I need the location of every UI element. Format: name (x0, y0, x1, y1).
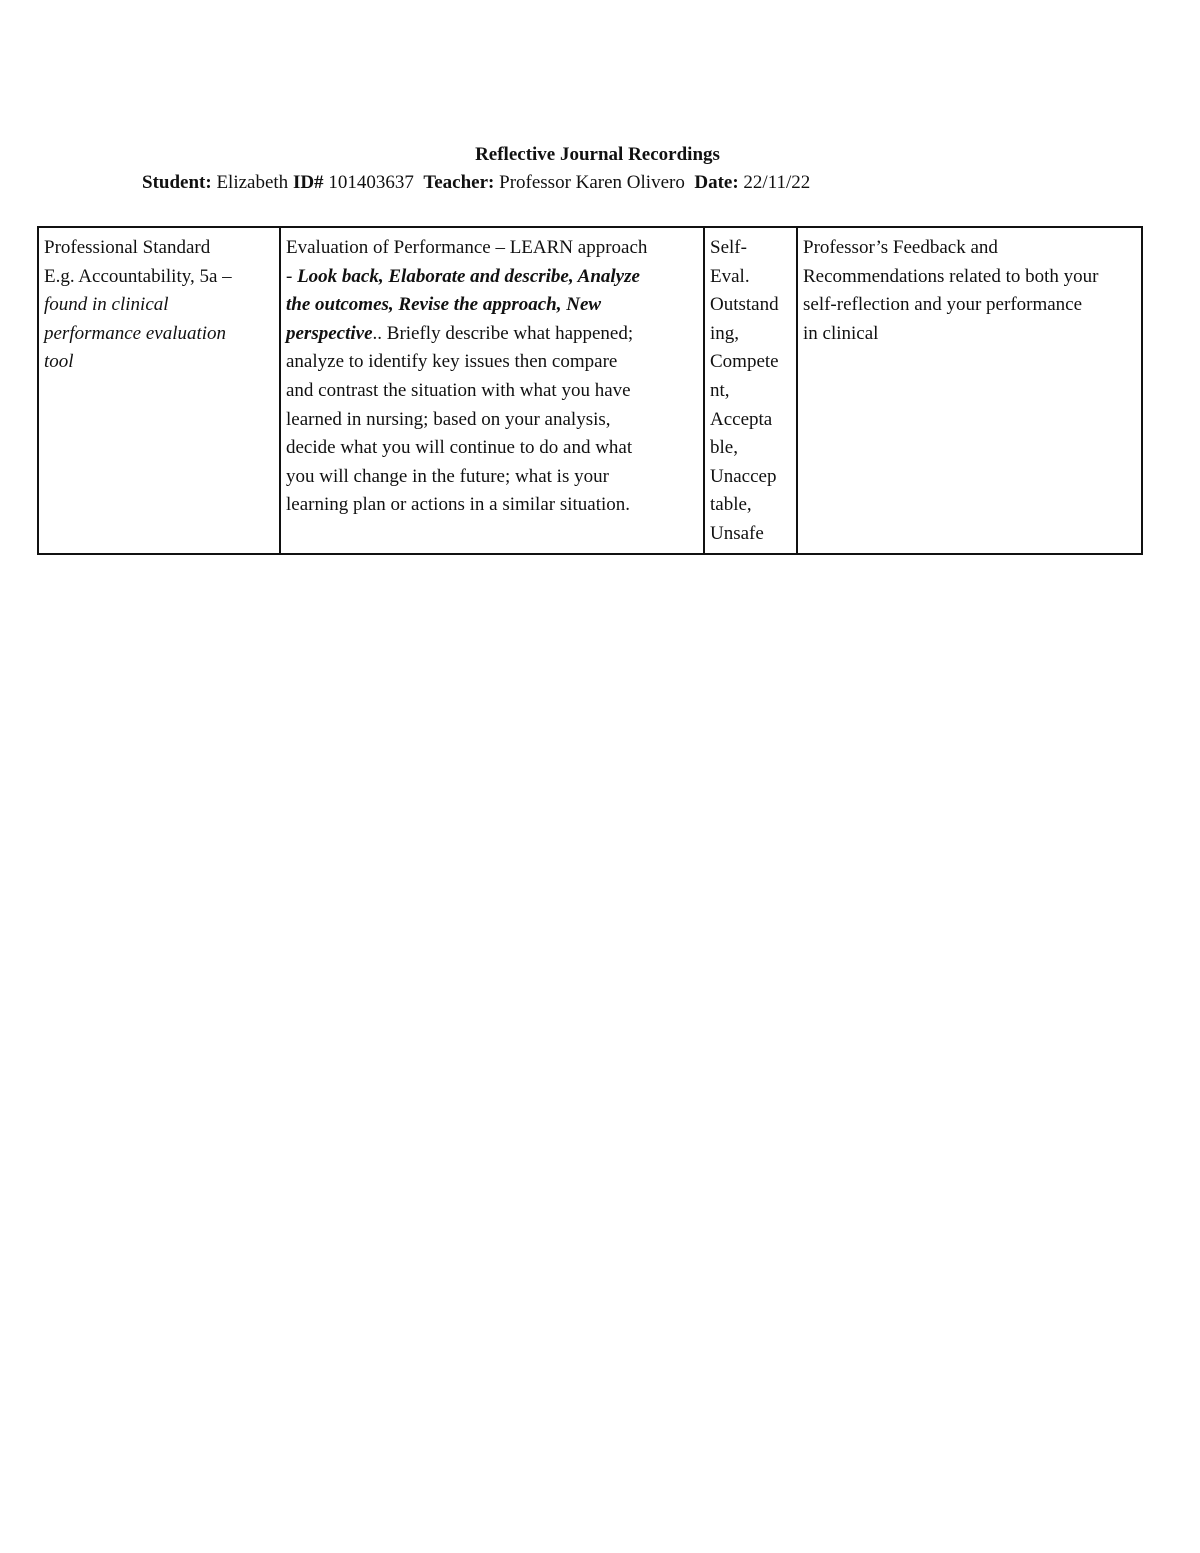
date-label: Date: (694, 172, 739, 193)
student-info-line (142, 170, 810, 196)
learn-steps-line: the outcomes, Revise the approach, New (286, 294, 602, 316)
date-value: 22/11/22 (743, 172, 811, 193)
professional-standard-cell (38, 227, 280, 554)
instruction-line: you will change in the future; what is your (286, 465, 609, 487)
self-eval-line: Unaccep (710, 465, 777, 487)
id-value: 101403637 (328, 172, 414, 193)
table-row (38, 227, 1142, 554)
self-eval-cell (704, 227, 797, 554)
standard-note-line: performance evaluation (44, 322, 227, 344)
professional-standard-heading: Professional Standard (44, 237, 211, 258)
journal-table (37, 226, 1143, 555)
feedback-line: in clinical (803, 322, 879, 344)
instruction-line: learned in nursing; based on your analysis, (286, 408, 611, 430)
evaluation-of-performance-cell (280, 227, 704, 554)
instruction-text: .. Briefly describe what happened; (372, 322, 634, 344)
standard-note-line: found in clinical (44, 294, 169, 316)
learn-steps-text: perspective (286, 322, 373, 344)
page-title: Reflective Journal Recordings (475, 144, 720, 165)
student-label: Student: (142, 172, 212, 193)
instruction-line: and contrast the situation with what you have (286, 379, 631, 401)
self-eval-line: Outstand (710, 294, 779, 316)
self-eval-line: Unsafe (710, 522, 764, 544)
standard-note-line: tool (44, 351, 74, 373)
learn-steps-line (286, 320, 698, 349)
self-eval-line: table, (710, 494, 752, 516)
self-eval-line: nt, (710, 379, 730, 401)
feedback-line: self-reflection and your performance (803, 294, 1083, 316)
self-eval-line: Self- (710, 237, 747, 258)
self-eval-line: ble, (710, 437, 738, 459)
instruction-line: analyze to identify key issues then compare (286, 351, 618, 373)
learn-steps-text: Look back, Elaborate and describe, Analyze (297, 265, 640, 287)
learn-steps-line (286, 263, 698, 292)
self-eval-line: ing, (710, 322, 740, 344)
self-eval-line: Accepta (710, 408, 773, 430)
teacher-name: Professor Karen Olivero (499, 172, 685, 193)
id-label: ID# (292, 172, 324, 193)
self-eval-line: Eval. (710, 265, 750, 287)
evaluation-heading: Evaluation of Performance – LEARN approach (286, 237, 648, 258)
instruction-line: decide what you will continue to do and what (286, 437, 633, 459)
instruction-line: learning plan or actions in a similar situation. (286, 494, 631, 516)
student-name: Elizabeth (216, 172, 289, 193)
teacher-label: Teacher: (423, 172, 495, 193)
feedback-line: Recommendations related to both your (803, 265, 1099, 287)
feedback-line: Professor’s Feedback and (803, 237, 998, 258)
self-eval-line: Compete (710, 351, 779, 373)
professor-feedback-cell (797, 227, 1142, 554)
learn-dash: - (286, 265, 298, 287)
standard-example: E.g. Accountability, 5a – (44, 265, 232, 287)
